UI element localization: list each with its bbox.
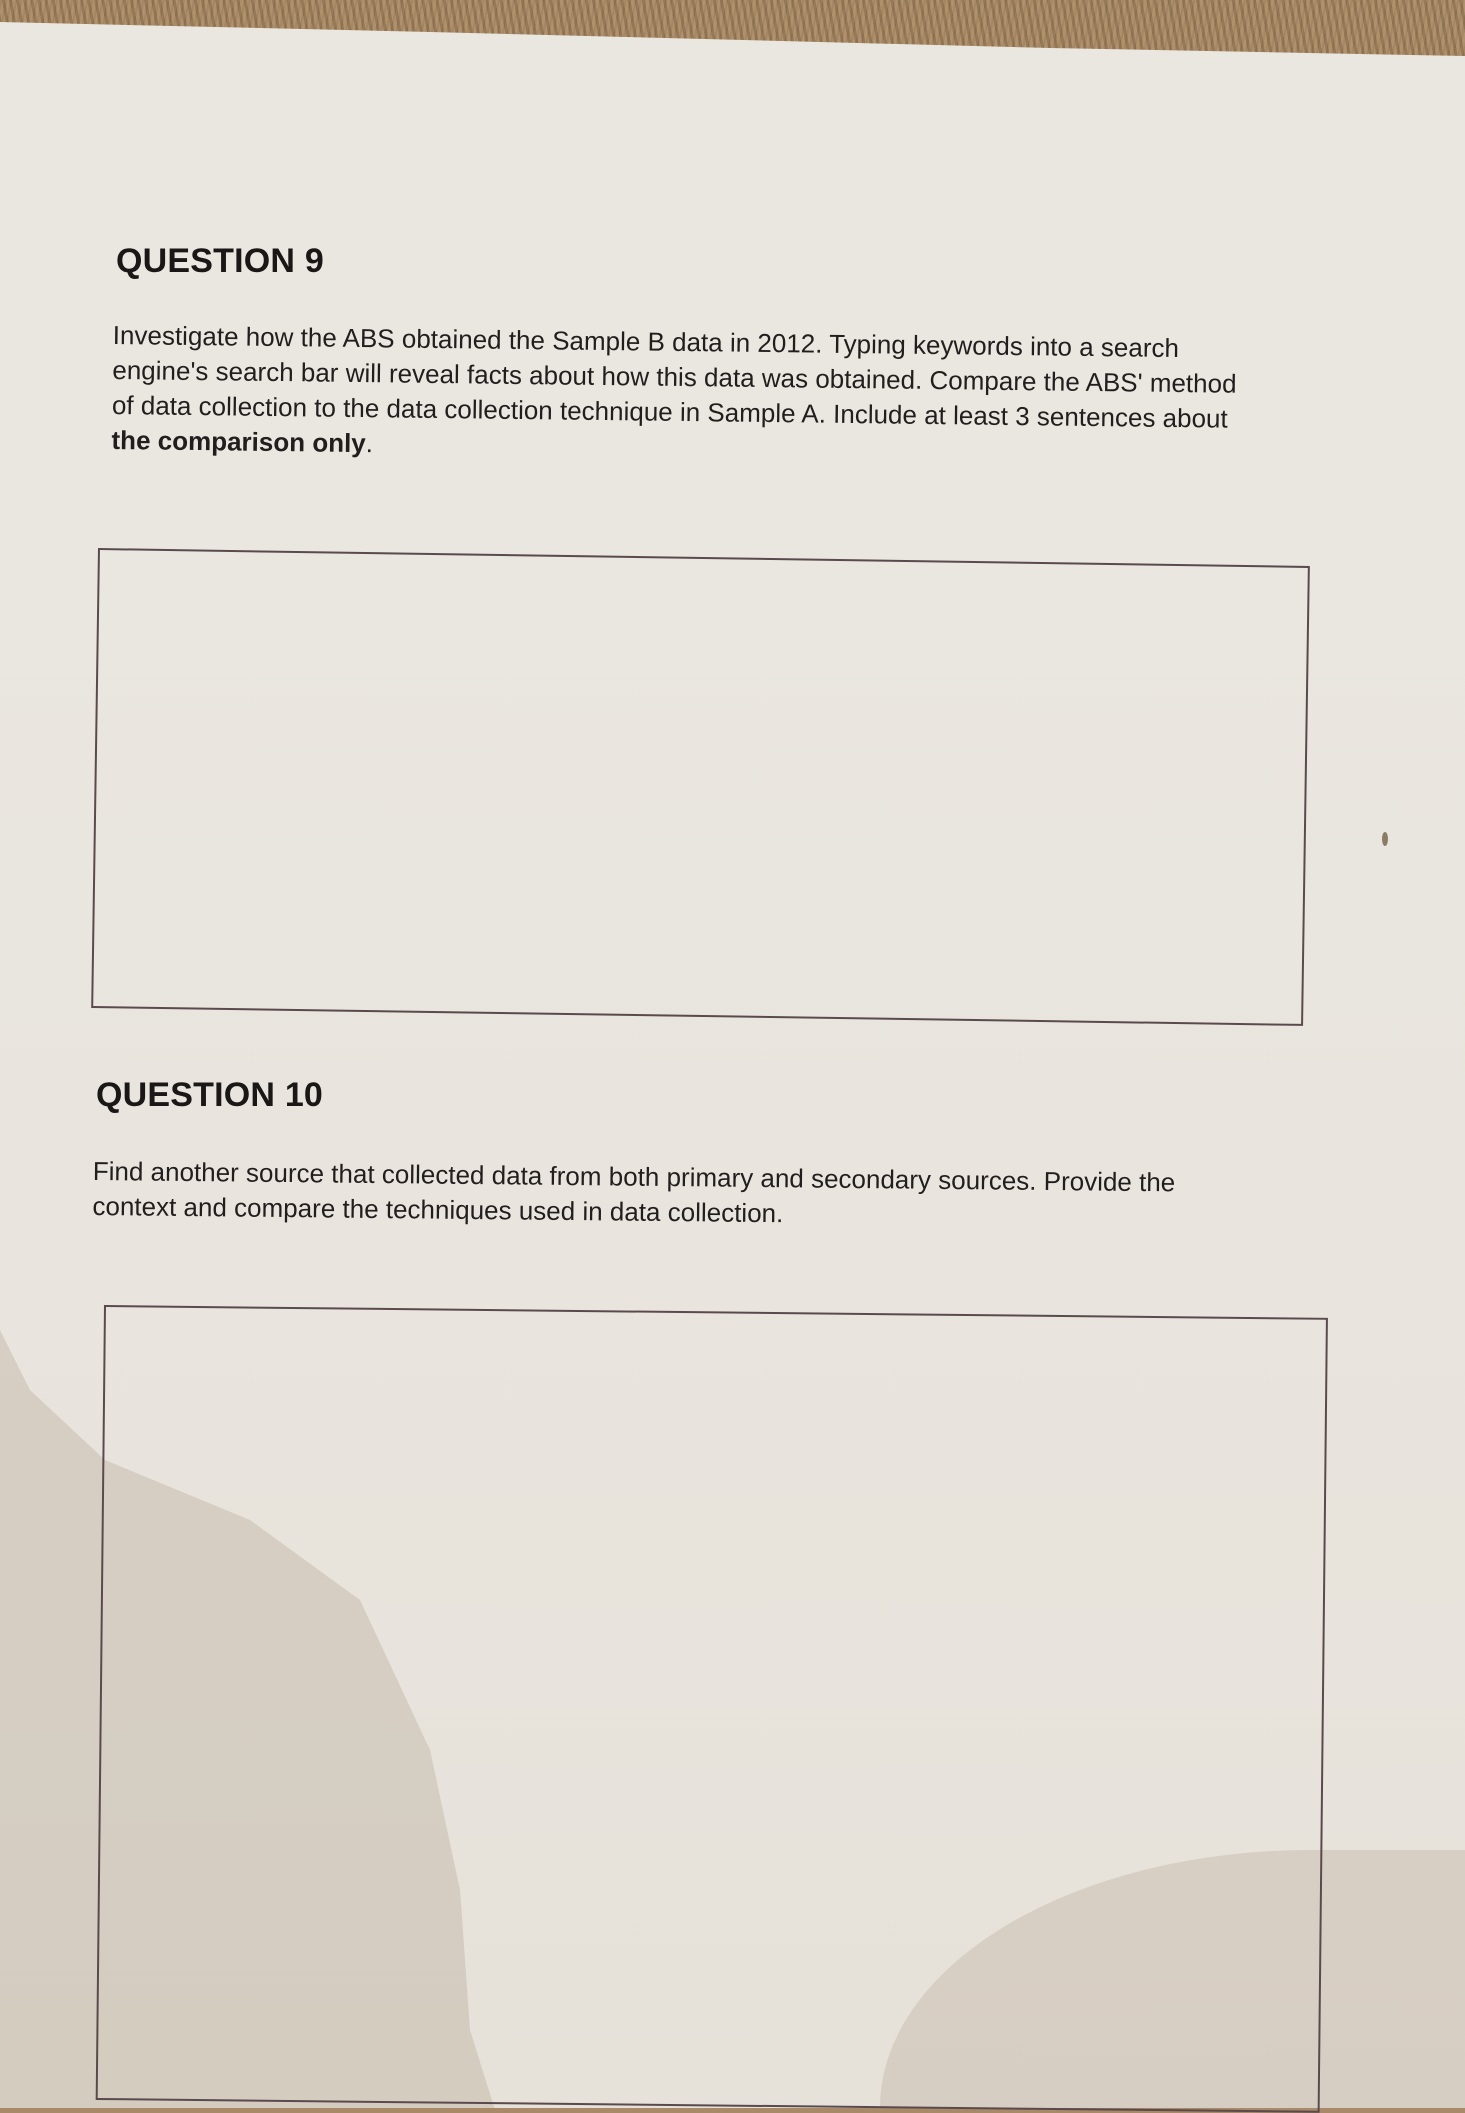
question-10-answer-box[interactable] bbox=[96, 1305, 1328, 2113]
question-9-line-1: Investigate how the ABS obtained the Sample B data in 2012. Typing keywords into a search bbox=[112, 319, 1180, 364]
question-9-period: . bbox=[365, 428, 374, 459]
question-10-prompt bbox=[92, 1154, 1175, 1235]
paper-speck bbox=[1382, 832, 1388, 846]
question-9-title: QUESTION 9 bbox=[116, 242, 324, 280]
question-10-line-1: Find another source that collected data from both primary and secondary sources. Provide the bbox=[92, 1155, 1176, 1198]
question-10-line-2: context and compare the techniques used in data collection. bbox=[92, 1190, 784, 1229]
question-9-line-2: engine's search bar will reveal facts about how this data was obtained. Compare the ABS' method bbox=[112, 354, 1237, 399]
question-9-line-3: of data collection to the data collection technique in Sample A. Include at least 3 sentences about bbox=[111, 389, 1228, 434]
question-10-title: QUESTION 10 bbox=[96, 1076, 324, 1114]
question-9-emphasis: the comparison only bbox=[111, 424, 366, 459]
question-9-answer-box[interactable] bbox=[91, 548, 1310, 1026]
question-9-prompt bbox=[111, 318, 1237, 472]
